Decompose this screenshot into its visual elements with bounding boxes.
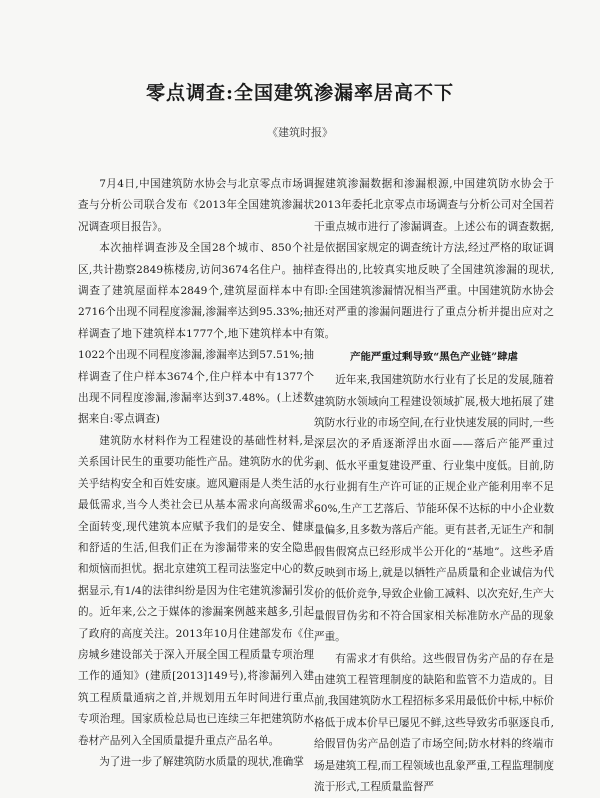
right-paragraph-2: 有需求才有供给。这些假冒伪劣产品的存在是由建筑工程管理制度的缺陷和监管不力造成的。目前,我国建筑防水工程招标多采用最低价中标,中标价格低于成本价早已屡见不鲜,这些导致劣币驱逐良币,给假冒伪劣产品创造了市场空间;防水材料的终端市场是建筑工程,而工程领域也乱象严重,工程监理制度流于形式,工程质量监督严 <box>314 652 554 793</box>
right-paragraph-1: 近年来,我国建筑防水行业有了长足的发展,随着建筑防水领域向工程建设领域扩展,极大地拓展了建筑防水行业的市场空间,在行业快速发展的同时,一些深层次的矛盾逐渐浮出水面——落后产能严重过剩、低水平重复建设严重、行业集中度低。目前,防水行业拥有生产许可证的正规企业产能利用率不足60%,生产工艺落后、节能环保不达标的中小企业数量偏多,且多数为落后产能。更有甚者,无证生产和制假售假窝点已经形成半公开化的“基地”。这些矛盾反映到市场上,就是以牺牲产品质量和企业诚信为代价的低价竞争,导致企业偷工减料、以次充好,生产大量假冒伪劣和不符合国家相关标准防水产品的现象严重。 <box>314 374 554 644</box>
left-paragraph-3: 建筑防水材料作为工程建设的基础性材料,是关系国计民生的重要功能性产品。建筑防水的优劣关乎结构安全和百姓安康。遮风避雨是人类生活的最低需求,当今人类社会已从基本需求向高级需求全面转变,现代建筑本应赋予我们的是安全、健康和舒适的生活,但我们正在为渗漏带来的安全隐患和烦恼而担忧。据北京建筑工程司法鉴定中心的数据显示,有1/4的法律纠纷是因为住宅建筑渗漏引发的。近年来,公之于媒体的渗漏案例越来越多,引起了政府的高度关注。2013年10月住建部发布《住房城乡建设部关于深入开展全国工程质量专项治理工作的通知》(建质[2013]149号),将渗漏列入建筑工程质量通病之首,并规划用五年时间进行重点专项治理。国家质检总局也已连续三年把建筑防水卷材产品列入全国质量提升重点产品名单。 <box>78 434 314 747</box>
left-paragraph-2: 本次抽样调查涉及全国28个城市、850个社区,共计勘察2849栋楼房,访问3674名住户。抽样调查了建筑屋面样本2849个,建筑屋面样本中有2716个出现不同程度渗漏,渗漏率达到95.33%;抽样调查了地下建筑样本1777个,地下建筑样本中有1022个出现不同程度渗漏,渗漏率达到57.51%;抽样调查了住户样本3674个,住户样本中有1377个出现不同程度渗漏,渗漏率达到37.48%。(上述数据来自:零点调查) <box>78 242 314 426</box>
right-paragraph-continued: 握建筑渗漏数据和渗漏根源,中国建筑防水协会于2013年委托北京零点市场调查与分析公司对全国若干重点城市进行了渗漏调查。上述公布的调查数据,是依据国家规定的调查统计方法,经过严格的取证调查得出的,比较真实地反映了全国建筑渗漏的现状,即:全国建筑渗漏情况相当严重。中国建筑防水协会还对严重的渗漏问题进行了重点分析并提出应对之策。 <box>314 178 554 340</box>
right-column <box>314 174 554 798</box>
left-paragraph-4: 为了进一步了解建筑防水质量的现状,准确掌 <box>99 755 304 768</box>
article-title: 零点调查:全国建筑渗漏率居高不下 <box>145 82 454 104</box>
left-paragraph-1: 7月4日,中国建筑防水协会与北京零点市场调查与分析公司联合发布《2013年全国建筑渗漏状况调查项目报告》。 <box>78 178 314 233</box>
left-column <box>78 174 314 773</box>
article-source: 《建筑时报》 <box>267 126 333 139</box>
section-heading: 产能严重过剩导致“黑色产业链”肆虐 <box>350 351 518 364</box>
